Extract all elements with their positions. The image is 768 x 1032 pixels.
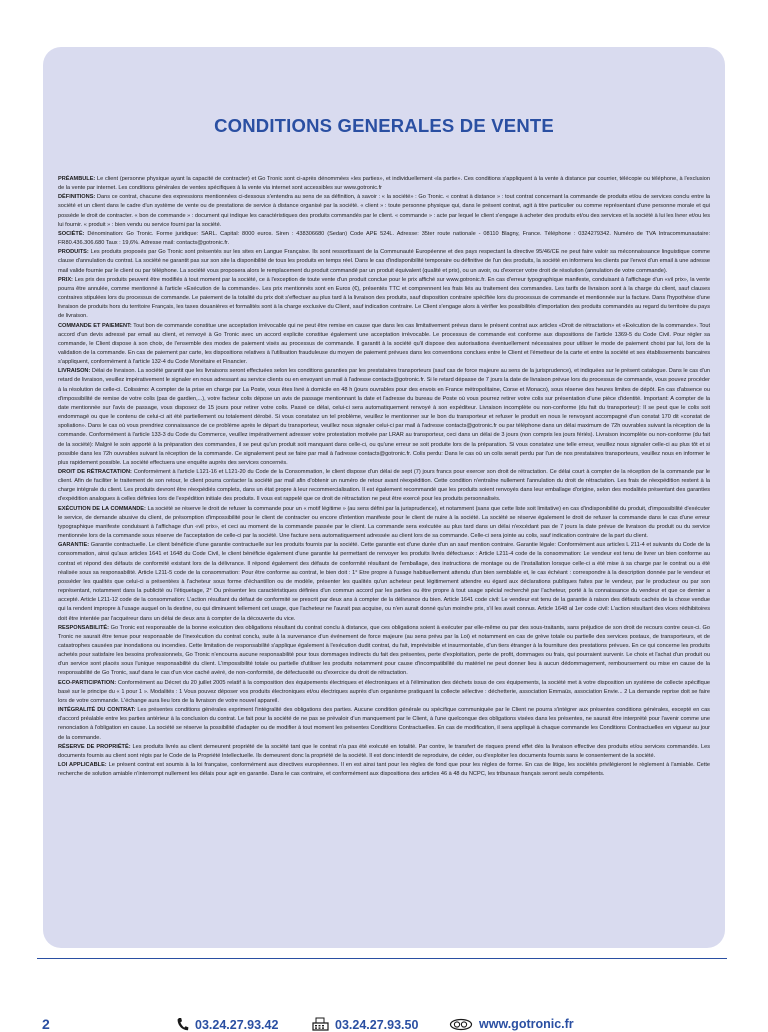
section-text: Le client (personne physique ayant la capacité de contracter) et Go Tronic sont ci-après dénommées «les parties», et individuellement «la partie». Ces conditions s'appliquent à la vente à distance par courrier, télécopie ou téléphone, à l'exclusion de la vente par internet. Les conditions générales de ventes spécifiques à la vente via internet sont accessibles sur www.gotronic.fr: [58, 176, 710, 192]
phone-icon: [176, 1017, 189, 1032]
website-link[interactable]: www.gotronic.fr: [479, 1017, 574, 1031]
section-text: Go Tronic est responsable de la bonne exécution des obligations résultant du contrat conclu à distance, que ces obligations soient à exécuter par elle-même ou par des sous-traitants, sans préjudice de son droit de recours contre ceux-ci. Go Tronic ne saurait être tenue pour responsable de l'inexécution du contrat conclu, suite à la survenance d'un événement de force majeure (au sens prévu par la Loi) et notamment en cas de grève totale ou partielle des services postaux, de transporteurs, et de catastrophes causées par inondations ou incendies. Cette limitation de responsabilité s'applique également à l'exécution dudit contrat, du fait, imprévisible et insurmontable, d'un tiers étranger à la fourniture des prestations prévues. En ce qui concerne les produits achetés pour satisfaire les besoins professionnels, Go Tronic n'encourra aucune responsabilité pour tous dommages indirects du fait des présentes, perte d'exploitation, perte de profit, dommages ou frais, qui pourraient survenir. Le choix et l'achat d'un produit ou d'un service sont placés sous l'unique responsabilité du client. L'impossibilité totale ou partielle d'utiliser les produits notamment pour cause d'incompatibilité du matériel ne peut donner lieu à aucun dédommagement, remboursement ou mise en cause de la responsabilité de Go Tronic, sauf dans le cas d'un vice caché avéré, de non-conformité, de défectuosité ou d'exercice du droit de rétractation.: [58, 624, 710, 677]
section-produits: [58, 248, 710, 275]
conditions-panel: [43, 47, 725, 948]
section-text: Les présentes conditions générales expriment l'intégralité des obligations des parties. Aucune condition générale ou spécifique communiquée par le Client ne pourra s'intégrer aux présentes conditions générales, excepté en cas d'accord préalable entre les parties antérieur à la conclusion du contrat. Le fait pour la société de ne pas se prévaloir d'un manquement par le Client, à l'une quelconque des obligations visées dans les présentes, ne saurait être interprété pour l'avenir comme une renonciation à l'obligation en cause. La société se réserve la possibilité d'adapter ou de modifier à tout moment les présentes Conditions Contractuelles. En cas de modification, il sera appliqué à chaque commande les Conditions Contractuelles en vigueur au jour de la commande.: [58, 707, 710, 741]
footer-fax: [312, 1017, 418, 1032]
section-reserve: [58, 743, 710, 761]
fax-icon: [312, 1017, 329, 1032]
section-garantie: [58, 541, 710, 623]
section-heading: PRÉAMBULE:: [58, 176, 96, 182]
phone-number: 03.24.27.93.42: [195, 1017, 279, 1032]
section-text: Délai de livraison. La société garantit que les livraisons seront effectuées selon les conditions garanties par les prestataires transporteurs (sauf cas de force majeure au sens de la jurisprudence), et indiquées sur le présent catalogue. Dans le cas d'un retard de livraison, veuillez impérativement le signaler en nous adressant au service clients ou en envoyant un mail à l'adresse contacts@gotronic.fr. Si le retard dépasse de 7 jours la date de livraison prévue lors du processus de commande, vous pouvez procéder à la résolution de celle-ci. Colissimo: A compter de la prise en charge par La Poste, vous êtes livré à domicile en 48 h (jours ouvrables pour des envois en France métropolitaine, Corse et Monaco), sous réserve des heures limites de dépôt. En cas d'absence ou d'impossibilité de remise de votre colis (pas de gardien,...), votre facteur colis dépose un avis de passage mentionnant la date et l'adresse du bureau de Poste où vous pourrez retirer votre colis sur présentation d'une pièce d'identité. Important: A compter de la date mentionnée sur l'avis de passage, vous disposez de 15 jours pour retirer votre colis. Passé ce délai, celui-ci sera automatiquement renvoyé à son expéditeur. Livraison incomplète ou non-conforme (du fait du transporteur): Il se peut que le colis soit endommagé ou que le contenu de celui-ci ait été partiellement ou totalement dérobé. Si vous constatez un tel problème, veuillez le mentionner sur le bon du transporteur et refuser le produit en nous le renvoyant accompagné d'un constat 170 dit «constat de spoliation». Dans le cas où vous prendriez connaissance de ce problème après le départ du transporteur, veuillez nous signaler celui-ci par mail à l'adresse contacts@gotronic.fr ou par téléphone dans un délai maximum de 72h ouvrables suivant la réception de la commande. Conformément à l'article 133-3 du Code du Commerce, veuillez impérativement adresser votre protestation motivée par LRAR au transporteur, ceci dans un délai de 3 jours (non compris les jours fériés). Livraison incomplète ou non-conforme (du fait de la société): Malgré le soin apporté à la préparation des commandes, il se peut qu'un produit soit manquant dans celle-ci, ou qu'une erreur se soit produite lors de la préparation. Si vous constatez une telle erreur, veuillez nous signaler celle-ci au plus tôt et si possible dans les 72h ouvrables suivant la réception de la commande. Ce signalement peut se faire par mail à l'adresse contacts@gotronic.fr. Colis perdu: Dans le cas où un colis serait perdu par l'un de nos prestataires transporteurs, veuillez nous en informer le plus rapidement possible. La société effectuera une enquête auprès des services concernés.: [58, 368, 710, 466]
footer-phone: [176, 1017, 278, 1032]
section-heading: LOI APPLICABLE:: [58, 762, 107, 768]
section-heading: EXÉCUTION DE LA COMMANDE:: [58, 505, 146, 512]
fax-number: 03.24.27.93.50: [335, 1017, 419, 1032]
footer-divider: [37, 958, 727, 959]
section-text: Les produits proposés par Go Tronic sont présentés sur les sites en Langue Française. Ils sont ressortissant de la Communauté Européenne et des pays respectant la directive 95/46/CE ne peut faire valoir sa méconnaissance linguistique comme clause d'annulation du contrat. La société ne garantit pas sur son site la disponibilité de tous les produits en temps réel. Dans le cas d'indisponibilité temporaire ou définitive de l'un des produits, la société en informera les clients par l'envoi d'un email à une adresse mail valide fournie par le client ou par téléphone. La société vous proposera alors le remplacement du produit commandé par un produit équivalent (qualité et prix), ou un avoir, ou d'exercer votre droit de résolution (annulation de votre commande).: [58, 249, 710, 274]
section-eco-participation: [58, 679, 710, 706]
section-execution: [58, 505, 710, 542]
section-integralite: [58, 706, 710, 743]
section-retractation: [58, 468, 710, 505]
section-text: Les prix des produits peuvent être modifiés à tout moment par la société, ce à l'exception de toute vente d'un produit conclue pour le prix affiché sur www.gotronic.fr. En cas d'erreur typographique manifeste, conduisant à l'affichage d'un «vil prix», la vente pourra être annulée, comme mentionné à l'article «Exécution de la commande». Les prix mentionnés sont en Euros (€), présentés TTC et comprennent les frais liés au traitement des commandes. Les tarifs de livraison sont à la charge du client, sauf clauses contraires stipulées lors du processus de commande. Le paiement de la totalité du prix doit s'effectuer au plus tard à la livraison des produits, sauf disposition contraire spécifiée lors du processus de commande et mentionnée sur la facture. Dans l'hypothèse d'une livraison de produits hors du territoire Français, les taxes douanières et formalités sont à la charge exclusive du Client, sauf indication contraire. Le Client s'engage alors à vérifier les possibilités d'importation des produits commandés au regard du territoire du pays de livraison.: [58, 276, 710, 320]
section-preambule: [58, 175, 710, 193]
section-text: Le présent contrat est soumis à la loi française, conformément aux directives européennes. Il en est ainsi tant pour les règles de fond que pour les règles de forme. En cas de litige, les sociétés privilégieront le règlement à l'amiable. Cette recherche de solution amiable n'interrompt nullement les délais pour agir en garantie. Dans le cas contraire, et conformément aux dispositions des articles 46 à 48 du NCPC, les tribunaux français seront seuls compétents.: [58, 762, 710, 778]
section-text: Conformément au Décret du 20 juillet 2005 relatif à la composition des équipements électriques et électroniques et à l'élimination des déchets issus de ces équipements, la société met à votre disposition un système de collecte spécifique basé sur le principe du « 1 pour 1 ». Modalités : 1 Vous pouvez déposer vos produits électroniques et/ou électriques auprès d'un organisme pratiquant la collecte sélective : déchetterie, association Emmaüs, association Envie... 2 La demande reprise doit se faire lors de votre commande. L'échange aura lieu lors de la livraison de votre nouvel appareil.: [58, 679, 710, 704]
section-heading: INTÉGRALITÉ DU CONTRAT:: [58, 707, 136, 714]
section-heading: RESPONSABILITÉ:: [58, 624, 109, 631]
section-text: Conformément à l'article L121-16 et L121-20 du Code de la Consommation, le client dispose d'un délai de sept (7) jours francs pour exercer son droit de rétractation. Ce délai court à compter de la réception de la commande par le client. Afin de faciliter le traitement de son retour, le client pourra contacter la société par mail afin d'obtenir un numéro de retour avant réexpédition. Cette condition n'entraîne nullement l'annulation du droit de rétractation. Les frais de réexpédition restent à la charge intégrale du client. Les produits devront être réexpédiés complets, dans un état propre à leur recommercialisation. Il est également recommandé que les produits soient renvoyés dans leur emballage d'origine, selon des modalités présentant des garanties d'expédition analogues à celles définies lors de l'expédition initiale des produits. Il vous est rappelé que ce droit de rétractation ne peut être exercé pour les produits personnalisés.: [58, 469, 710, 503]
section-responsabilite: [58, 624, 710, 679]
section-heading: PRODUITS:: [58, 249, 89, 256]
section-heading: DÉFINITIONS:: [58, 194, 96, 201]
section-prix: [58, 276, 710, 322]
section-text: Tout bon de commande constitue une acceptation irrévocable qui ne peut être remise en cause que dans les cas limitativement prévus dans le présent contrat aux articles «Droit de rétractation» et «Exécution de la commande». Tout accord d'un devis adressé par email au client, et renvoyé à Go Tronic avec un accord explicite constitue également une acceptation irrévocable. Le processus de commande est conforme aux dispositions de l'article 1369-5 du Code Civil. Pour régler sa commande, le Client dispose à son choix, de l'ensemble des modes de paiement visés au processus de commande. Il garantit à la société qu'il dispose des autorisations éventuellement nécessaires pour utiliser le mode de paiement choisi par lui, lors de la validation de la commande. En cas de paiement par carte, les dispositions relatives à l'utilisation frauduleuse du moyen de paiement prévues dans les conventions conclues entre le Client et l'émetteur de la carte et entre la société et ses établissements bancaires s'appliquent, conformément à l'article 132-4 du Code Monétaire et Financier.: [58, 322, 710, 366]
section-heading: GARANTIE:: [58, 542, 90, 549]
section-heading: ECO-PARTICIPATION:: [58, 679, 117, 686]
section-heading: PRIX:: [58, 276, 73, 283]
section-societe: [58, 230, 710, 248]
section-heading: COMMANDE ET PAIEMENT:: [58, 322, 132, 329]
conditions-body: [58, 175, 710, 779]
section-commande: [58, 322, 710, 368]
section-definitions: [58, 193, 710, 230]
section-text: Garantie contractuelle. Le client bénéficie d'une garantie contractuelle sur les produits fournis par la société. Cette garantie est d'une durée d'un an sauf mention contraire. Garantie légale: Conformément aux articles L 211-4 et suivants du Code de la consommation, ainsi qu'aux articles 1641 et 1648 du Code Civil, le client bénéficie également d'une garantie lui permettant de renvoyer les produits livrés défectueux : Article L211-4 code de la consommation: Le vendeur est tenu de livrer un bien conforme au contrat et répond des défauts de conformité existant lors de la délivrance. Il répond également des défauts de conformité résultant de l'emballage, des instructions de montage ou de l'installation lorsque celle-ci a été mise à sa charge par le contrat ou a été réalisée sous sa responsabilité. Article L211-5 code de la consommation: Pour être conforme au contrat, le bien doit : 1° Etre propre à l'usage habituellement attendu d'un bien semblable et, le cas échéant : correspondre à la description donnée par le vendeur et posséder les qualités que celui-ci a présentées à l'acheteur sous forme d'échantillon ou de modèle, présenter les qualités qu'un acheteur peut légitimement attendre eu égard aux déclarations publiques faites par le vendeur, par le producteur ou par son représentant, notamment dans la publicité ou l'étiquetage, 2° Ou présenter les caractéristiques définies d'un commun accord par les parties ou être propre à tout usage spécial recherché par l'acheteur, porté à la connaissance du vendeur et que ce dernier a accepté. Article L211-12 code de la consommation: L'action résultant du défaut de conformité se prescrit par deux ans à compter de la délivrance du bien. Article 1641 code civil: Le vendeur est tenu de la garantie à raison des défauts cachés de la chose vendue qui la rendent impropre à l'usage auquel on la destine, ou qui diminuent tellement cet usage, que l'acheteur ne l'aurait pas acquise, ou n'en aurait donné qu'un moindre prix, s'il les avait connus. Article 1648 al 1er code civil: L'action résultant des vices rédhibitoires doit être intentée par l'acquéreur dans un délai de deux ans à compter de la découverte du vice.: [58, 542, 710, 622]
section-text: Les produits livrés au client demeurent propriété de la société tant que le contrat n'a pas été exécuté en totalité. Par contre, le transfert de risques prend effet dès la livraison effective des produits et/ou services commandés. Les documents fournis au client sont régis par le Code de la Propriété Intellectuelle. Ils demeurent donc la propriété de la société. Il est donc interdit de reproduire, de céder, ou d'exploiter les documents fournis sans le consentement de la société.: [58, 743, 710, 759]
section-heading: RÉSERVE DE PROPRIÉTÉ:: [58, 743, 131, 750]
section-text: La société se réserve le droit de refuser la commande pour un « motif légitime » (au sens défini par la jurisprudence), et notamment (sans que cette liste soit limitative) en cas d'indisponibilité du produit, d'impossibilité d'exécuter le service, de demande abusive du client, de présomption d'impossibilité pour le client de contracter ou encore d'intention manifeste pour le client de nuire à la société. La société se réserve également le droit de refuser la commande dans le cas d'une erreur typographique manifeste conduisant à l'affichage d'un «vil prix», et ceci au moment de la commande passée par le client. La commande sera exécutée au plus tard dans un délai n'excédant pas de 7 jours la date prévue de livraison du produit ou du service mentionnée lors de la commande sous réserve de l'acceptation de celle-ci par la société. Une facture sera automatiquement adressée au client lors de sa commande. Celle-ci sera jointe au colis, sauf indication contraire de la part du client.: [58, 505, 710, 540]
section-text: Dans ce contrat, chacune des expressions mentionnées ci-dessous s'entendra au sens de sa définition, à savoir : « la société» : Go Tronic. « contrat à distance » : tout contrat concernant la commande de produits et/ou de services conclu entre la société et un client dans le cadre d'un système de vente ou de prestations de service à distance organisé par la société. « client » : toute personne physique qui, dans le présent contrat, agit à titre particulier ou comme représentant d'une personne morale et qui possède le droit de contracter. « bon de commande » : document qui indique les caractéristiques des produits commandés par le client. « commande » : acte par lequel le client s'engage à acheter des produits et/ou des services et la société à lui les livrer et/ou les lui fournir. « produit » : bien vendu ou service fourni par la société.: [58, 194, 710, 228]
section-heading: DROIT DE RÉTRACTATION:: [58, 469, 132, 475]
section-loi: [58, 761, 710, 779]
page-title: CONDITIONS GENERALES DE VENTE: [214, 115, 554, 136]
section-text: Dénomination: Go Tronic. Forme juridique: SARL. Capital: 8000 euros. Siren : 438306680 (Sedan) Code APE 524L. Adresse: 35ter route nationale - 08110 Blagny, France. Téléphone : 0324279342. Numéro de TVA Intracommunautaire: FR80.436.306.680 Taux : 19,6%. Adresse mail: contacts@gotronic.fr.: [58, 230, 710, 247]
section-heading: LIVRAISON:: [58, 368, 91, 375]
section-livraison: [58, 367, 710, 468]
web-icon: [449, 1018, 473, 1031]
section-heading: SOCIÉTÉ:: [58, 230, 85, 237]
footer-website[interactable]: [449, 1017, 574, 1031]
page-number: 2: [42, 1016, 50, 1032]
